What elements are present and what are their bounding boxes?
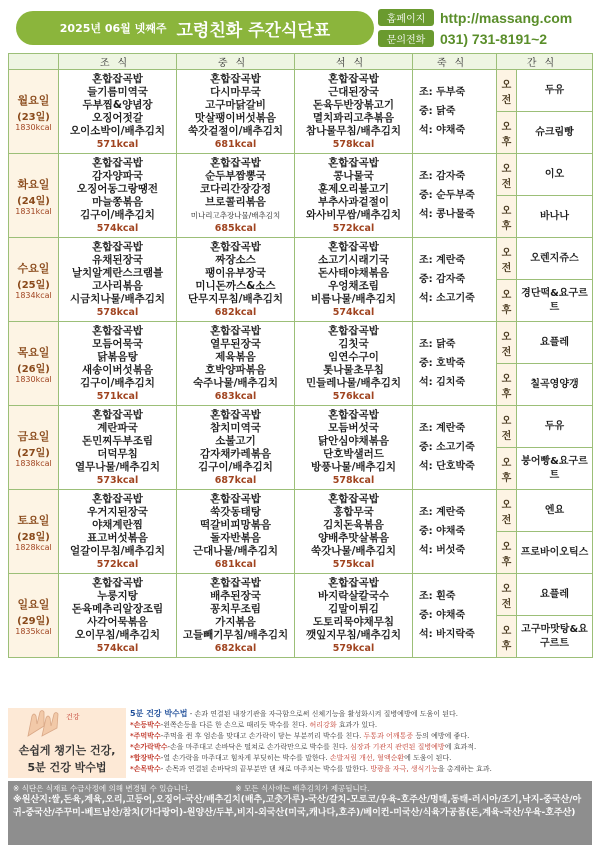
tip-line xyxy=(130,742,592,753)
snack-am: 오렌지쥬스 xyxy=(517,238,593,280)
tip-line xyxy=(130,731,592,742)
porridge-item: 조: 흰죽 xyxy=(419,591,456,602)
menu-item: 민들레나물/배추김치 xyxy=(305,377,402,389)
menu-item: 짜장소스 xyxy=(215,254,256,266)
menu-item: 배추된장국 xyxy=(210,590,261,602)
menu-item: 쑥갓동태탕 xyxy=(210,506,261,518)
menu-item: 날치알계란스크램블 xyxy=(71,267,164,279)
porridge-menu xyxy=(413,322,497,406)
day-name: 수요일 xyxy=(17,261,50,275)
menu-item: 혼합잡곡밥 xyxy=(210,241,261,253)
menu-item: 와사비무쌈/배추김치 xyxy=(305,209,402,221)
slot-am: 오전 xyxy=(497,154,517,196)
menu-item: 마늘쫑볶음 xyxy=(92,196,143,208)
menu-item: 모듬버섯국 xyxy=(328,422,379,434)
col-snack: 간식 xyxy=(497,54,593,70)
tip-tail: 등의 예방에 좋다. xyxy=(413,732,470,740)
tip-intro-line xyxy=(130,708,592,720)
footer-note-1: ※ 식단은 식재료 수급사정에 의해 변경될 수 있습니다. xyxy=(13,784,191,793)
menu-item: 단무지무침/배추김치 xyxy=(187,293,284,305)
menu-item: 김구이/배추김치 xyxy=(80,209,155,221)
day-name: 일요일 xyxy=(17,597,50,611)
menu-item: 감자채카레볶음 xyxy=(199,448,271,460)
menu-item: 혼합잡곡밥 xyxy=(92,493,143,505)
tip-highlight: 두통과 어깨통증 xyxy=(363,732,414,740)
corner-cell xyxy=(9,54,59,70)
porridge-item: 중: 호박죽 xyxy=(419,358,466,369)
col-porridge: 죽식 xyxy=(413,54,497,70)
menu-item: 김구이/배추김치 xyxy=(198,461,273,473)
menu-item: 돈민찌두부조림 xyxy=(81,435,153,447)
menu-item: 쑥갓나물/배추김치 xyxy=(311,545,396,557)
day-name: 월요일 xyxy=(17,93,50,107)
day-row xyxy=(9,154,593,196)
menu-item: 열무된장국 xyxy=(210,338,261,350)
slot-pm: 오후 xyxy=(497,196,517,238)
menu-item: 사각어묵볶음 xyxy=(87,616,148,628)
header xyxy=(6,5,596,51)
day-label xyxy=(9,406,59,490)
menu-item: 새송이버섯볶음 xyxy=(81,364,153,376)
menu-item: 우거지된장국 xyxy=(87,506,148,518)
day-label xyxy=(9,154,59,238)
menu-item: 들기름미역국 xyxy=(87,86,148,98)
day-label xyxy=(9,574,59,658)
snack-pm: 칠곡영양갱 xyxy=(517,364,593,406)
menu-item: 미니돈까스&소스 xyxy=(195,280,276,292)
tip-tail: 에 효과적. xyxy=(444,743,477,751)
menu-item: 가지볶음 xyxy=(215,616,256,628)
tip-highlight: 손발저림 개선, 혈액순환 xyxy=(329,754,405,762)
slot-pm: 오후 xyxy=(497,448,517,490)
meal-kcal: 578kcal xyxy=(332,139,375,150)
menu-item: 제육볶음 xyxy=(215,351,256,363)
menu-item: 홍합무국 xyxy=(333,506,374,518)
slot-am: 오전 xyxy=(497,574,517,616)
porridge-menu xyxy=(413,574,497,658)
menu-item: 혼합잡곡밥 xyxy=(92,577,143,589)
menu-item: 고구마닭갈비 xyxy=(205,99,266,111)
menu-item: 미나리고추장나물/배추김치 xyxy=(190,211,281,220)
tip-label: *합장박수 xyxy=(130,754,161,762)
tip-label: *주먹박수 xyxy=(130,732,161,740)
snack-pm: 경단떡&요구르트 xyxy=(517,280,593,322)
menu-item: 단호박샐러드 xyxy=(323,448,384,460)
tip-tail: 효과가 있다. xyxy=(336,721,378,729)
porridge-item: 중: 순두부죽 xyxy=(419,190,475,201)
porridge-item: 석: 소고기죽 xyxy=(419,293,475,304)
meal-breakfast xyxy=(59,322,177,406)
tip-banner-tag: 건강 xyxy=(66,713,80,721)
porridge-item: 석: 야채죽 xyxy=(419,125,466,136)
footer-notes xyxy=(13,783,587,794)
menu-item: 우엉채조림 xyxy=(328,280,379,292)
meal-kcal: 578kcal xyxy=(96,307,139,318)
menu-item: 모듬어묵국 xyxy=(92,338,143,350)
meal-kcal: 571kcal xyxy=(96,139,139,150)
year-month: 2025년 06월 넷째주 xyxy=(59,22,167,35)
menu-item: 숙주나물/배추김치 xyxy=(193,377,278,389)
porridge-item: 석: 김치죽 xyxy=(419,377,466,388)
menu-item: 톳나물초무침 xyxy=(323,364,384,376)
menu-item: 떡갈비피망볶음 xyxy=(199,519,271,531)
menu-item: 훈제오리불고기 xyxy=(317,183,389,195)
porridge-menu xyxy=(413,490,497,574)
menu-item: 혼합잡곡밥 xyxy=(210,493,261,505)
meal-breakfast xyxy=(59,406,177,490)
slot-am: 오전 xyxy=(497,70,517,112)
porridge-item: 조: 두부죽 xyxy=(419,87,466,98)
porridge-item: 조: 계란죽 xyxy=(419,507,466,518)
meal-kcal: 571kcal xyxy=(96,391,139,402)
snack-pm: 슈크림빵 xyxy=(517,112,593,154)
slot-am: 오전 xyxy=(497,490,517,532)
tip-line xyxy=(130,753,592,764)
menu-item: 혼합잡곡밥 xyxy=(210,73,261,85)
menu-item: 혼합잡곡밥 xyxy=(210,409,261,421)
menu-item: 오이소박이/배추김치 xyxy=(69,125,166,137)
tip-tail: 에 도움이 된다. xyxy=(404,754,452,762)
porridge-item: 중: 감자죽 xyxy=(419,274,466,285)
menu-item: 깻잎지무침/배추김치 xyxy=(305,629,402,641)
snack-pm: 프로바이오틱스 xyxy=(517,532,593,574)
menu-item: 맛살팽이버섯볶음 xyxy=(194,112,277,124)
meal-kcal: 687kcal xyxy=(214,475,257,486)
porridge-item: 중: 닭죽 xyxy=(419,106,456,117)
day-name: 목요일 xyxy=(17,345,50,359)
slot-am: 오전 xyxy=(497,238,517,280)
slot-pm: 오후 xyxy=(497,616,517,658)
meal-breakfast xyxy=(59,490,177,574)
meal-dinner xyxy=(295,490,413,574)
day-label xyxy=(9,238,59,322)
meal-breakfast xyxy=(59,238,177,322)
menu-item: 혼합잡곡밥 xyxy=(328,241,379,253)
menu-item: 유채된장국 xyxy=(92,254,143,266)
weekly-menu-table xyxy=(8,53,593,658)
menu-item: 콩나물국 xyxy=(333,170,374,182)
day-label xyxy=(9,322,59,406)
menu-item: 임연수구이 xyxy=(328,351,379,363)
day-row xyxy=(9,406,593,448)
day-date: (25일) xyxy=(17,279,50,291)
menu-item: 더덕무침 xyxy=(97,448,138,460)
menu-item: 얼갈이무침/배추김치 xyxy=(69,545,166,557)
menu-item: 근대된장국 xyxy=(328,86,379,98)
porridge-item: 석: 단호박죽 xyxy=(419,461,475,472)
meal-dinner xyxy=(295,154,413,238)
meal-lunch xyxy=(177,238,295,322)
meal-kcal: 574kcal xyxy=(96,223,139,234)
snack-am: 요플레 xyxy=(517,574,593,616)
menu-item: 돈육두반장볶고기 xyxy=(312,99,395,111)
day-total-kcal: 1838kcal xyxy=(15,458,52,468)
tip-desc: -왼쪽손등을 다른 한 손으로 때리듯 박수를 친다. xyxy=(160,721,310,729)
menu-item: 두부찜&양념장 xyxy=(82,99,153,111)
menu-item: 근대나물/배추김치 xyxy=(193,545,278,557)
day-row xyxy=(9,322,593,364)
meal-dinner xyxy=(295,238,413,322)
col-dinner: 석식 xyxy=(295,54,413,70)
menu-item: 감자양파국 xyxy=(92,170,143,182)
menu-item: 김구이/배추김치 xyxy=(80,377,155,389)
menu-item: 쑥갓겉절이/배추김치 xyxy=(187,125,284,137)
meal-dinner xyxy=(295,406,413,490)
porridge-menu xyxy=(413,406,497,490)
snack-am: 두유 xyxy=(517,70,593,112)
menu-body xyxy=(9,70,593,658)
porridge-item: 석: 콩나물죽 xyxy=(419,209,475,220)
menu-item: 브로콜리볶음 xyxy=(205,196,266,208)
tip-banner-line2: 5분 건강 박수법 xyxy=(27,761,107,774)
menu-item: 오징어젓갈 xyxy=(92,112,143,124)
slot-pm: 오후 xyxy=(497,280,517,322)
table-header-row xyxy=(9,54,593,70)
snack-am: 요플레 xyxy=(517,322,593,364)
menu-item: 혼합잡곡밥 xyxy=(92,325,143,337)
day-row xyxy=(9,70,593,112)
tip-text xyxy=(130,708,592,775)
meal-kcal: 685kcal xyxy=(214,223,257,234)
menu-item: 돈사태야채볶음 xyxy=(317,267,389,279)
menu-item: 혼합잡곡밥 xyxy=(92,409,143,421)
meal-breakfast xyxy=(59,70,177,154)
menu-item: 돈육메추리알장조림 xyxy=(71,603,164,615)
health-tips xyxy=(8,708,592,778)
meal-dinner xyxy=(295,70,413,154)
meal-kcal: 574kcal xyxy=(332,307,375,318)
menu-item: 표고버섯볶음 xyxy=(87,532,148,544)
slot-am: 오전 xyxy=(497,406,517,448)
meal-kcal: 682kcal xyxy=(214,307,257,318)
porridge-item: 조: 계란죽 xyxy=(419,423,466,434)
menu-item: 돌자반볶음 xyxy=(210,532,261,544)
meal-lunch xyxy=(177,70,295,154)
porridge-item: 중: 소고기죽 xyxy=(419,442,475,453)
menu-item: 양배추맛살볶음 xyxy=(317,532,389,544)
menu-item: 닭안심야채볶음 xyxy=(317,435,389,447)
menu-item: 열무나물/배추김치 xyxy=(75,461,160,473)
snack-pm: 붕어빵&요구르트 xyxy=(517,448,593,490)
menu-item: 시금치나물/배추김치 xyxy=(69,293,166,305)
meal-kcal: 576kcal xyxy=(332,391,375,402)
menu-item: 혼합잡곡밥 xyxy=(328,325,379,337)
day-name: 금요일 xyxy=(17,429,50,443)
meal-lunch xyxy=(177,490,295,574)
meal-kcal: 681kcal xyxy=(214,559,257,570)
day-name: 토요일 xyxy=(17,513,50,527)
meal-dinner xyxy=(295,574,413,658)
tip-label: *손목박수 xyxy=(130,765,161,773)
contact-links xyxy=(378,7,596,49)
meal-kcal: 574kcal xyxy=(96,643,139,654)
phone-label: 문의전화 xyxy=(378,30,434,47)
clapping-hands-icon xyxy=(22,708,62,738)
menu-item: 꽁치무조림 xyxy=(210,603,261,615)
meal-kcal: 683kcal xyxy=(214,391,257,402)
porridge-item: 조: 닭죽 xyxy=(419,339,456,350)
menu-item: 소불고기 xyxy=(215,435,256,447)
meal-kcal: 572kcal xyxy=(96,559,139,570)
tip-banner xyxy=(8,708,126,778)
day-date: (29일) xyxy=(17,615,50,627)
tip-desc: -주먹을 쥔 후 엄손을 맞대고 손가락이 닿는 부분끼리 박수를 친다. xyxy=(160,732,364,740)
menu-item: 혼합잡곡밥 xyxy=(92,73,143,85)
meal-kcal: 575kcal xyxy=(332,559,375,570)
menu-item: 참나물무침/배추김치 xyxy=(305,125,402,137)
menu-item: 부추사과겉절이 xyxy=(317,196,389,208)
day-row xyxy=(9,238,593,280)
porridge-menu xyxy=(413,154,497,238)
menu-item: 혼합잡곡밥 xyxy=(210,577,261,589)
tip-items xyxy=(130,720,592,775)
menu-item: 비름나물/배추김치 xyxy=(311,293,396,305)
snack-pm: 고구마맛탕&요구르트 xyxy=(517,616,593,658)
menu-item: 김칫국 xyxy=(338,338,369,350)
tip-desc: -열 손가락을 마주대고 힘차게 부딪히는 박수를 말한다. xyxy=(160,754,330,762)
menu-item: 김치돈육볶음 xyxy=(323,519,384,531)
meal-breakfast xyxy=(59,574,177,658)
day-total-kcal: 1828kcal xyxy=(15,542,52,552)
day-date: (23일) xyxy=(17,111,50,123)
meal-lunch xyxy=(177,406,295,490)
menu-item: 고사리볶음 xyxy=(92,280,143,292)
menu-item: 다시마무국 xyxy=(210,86,261,98)
snack-am: 두유 xyxy=(517,406,593,448)
homepage-label: 홈페이지 xyxy=(378,9,434,26)
tip-title: 5분 건강 박수법 xyxy=(130,709,188,718)
tip-highlight: 심장과 기관지 관련된 질병예방 xyxy=(350,743,445,751)
menu-item: 혼합잡곡밥 xyxy=(328,73,379,85)
menu-item: 혼합잡곡밥 xyxy=(328,577,379,589)
tip-intro: - 손과 연결된 내장기관을 자극함으로써 신체기능을 활성화시켜 질병예방에 도움이 된다. xyxy=(187,710,458,718)
day-row xyxy=(9,574,593,616)
porridge-menu xyxy=(413,238,497,322)
meal-lunch xyxy=(177,574,295,658)
menu-item: 오이무침/배추김치 xyxy=(75,629,160,641)
meal-kcal: 573kcal xyxy=(96,475,139,486)
porridge-item: 중: 야채죽 xyxy=(419,610,466,621)
menu-item: 고들빼기무침/배추김치 xyxy=(182,629,289,641)
menu-item: 누룽지탕 xyxy=(97,590,138,602)
menu-item: 혼합잡곡밥 xyxy=(92,241,143,253)
day-name: 화요일 xyxy=(17,177,50,191)
page-title: 고령친화 주간식단표 xyxy=(176,20,331,41)
day-label xyxy=(9,490,59,574)
meal-kcal: 572kcal xyxy=(332,223,375,234)
porridge-item: 중: 야채죽 xyxy=(419,526,466,537)
slot-am: 오전 xyxy=(497,322,517,364)
menu-item: 혼합잡곡밥 xyxy=(92,157,143,169)
title-banner xyxy=(16,11,374,45)
day-total-kcal: 1834kcal xyxy=(15,290,52,300)
porridge-item: 조: 감자죽 xyxy=(419,171,466,182)
menu-item: 계란파국 xyxy=(97,422,138,434)
menu-item: 팽이유부장국 xyxy=(205,267,266,279)
slot-pm: 오후 xyxy=(497,532,517,574)
porridge-menu xyxy=(413,70,497,154)
menu-item: 오징어동그랑땡전 xyxy=(76,183,159,195)
day-total-kcal: 1830kcal xyxy=(15,374,52,384)
menu-item: 닭볶음탕 xyxy=(97,351,138,363)
tip-desc: -손을 마주대고 손바닥은 떨쳐로 손가락만으로 박수를 친다. xyxy=(167,743,351,751)
col-lunch: 중식 xyxy=(177,54,295,70)
day-total-kcal: 1835kcal xyxy=(15,626,52,636)
snack-pm: 바나나 xyxy=(517,196,593,238)
day-total-kcal: 1831kcal xyxy=(15,206,52,216)
day-date: (26일) xyxy=(17,363,50,375)
porridge-item: 석: 바지락죽 xyxy=(419,629,475,640)
menu-item: 김말이튀김 xyxy=(328,603,379,615)
tip-label: *손등박수 xyxy=(130,721,161,729)
menu-item: 순두부짬뽕국 xyxy=(205,170,266,182)
menu-item: 코다리간장강정 xyxy=(199,183,271,195)
tip-highlight: 허리강화 xyxy=(309,721,337,729)
slot-pm: 오후 xyxy=(497,112,517,154)
meal-kcal: 578kcal xyxy=(332,475,375,486)
meal-kcal: 682kcal xyxy=(214,643,257,654)
slot-pm: 오후 xyxy=(497,364,517,406)
meal-lunch xyxy=(177,154,295,238)
menu-item: 혼합잡곡밥 xyxy=(328,493,379,505)
day-label xyxy=(9,70,59,154)
menu-item: 도토리묵야채무침 xyxy=(312,616,395,628)
day-date: (28일) xyxy=(17,531,50,543)
day-row xyxy=(9,490,593,532)
footer xyxy=(8,781,592,845)
menu-item: 바지락살칼국수 xyxy=(317,590,389,602)
menu-item: 방풍나물/배추김치 xyxy=(311,461,396,473)
origin-info: ※원산지:쌀,돈육,계육,오리,고등어,오징어-국산/배추김치(배추,고춧가루)-국산/갈치-모로코/우육-호주산/명태,동태-러시아/조기,낙지-중국산/아귀-중국산/주꾸미-베트남산/참치(가다랑어)-원양산/두부,비지-외국산(미국,캐나다,호주)/베이컨-미국산/식육가공품(돈,계육-국산/우육-호주산) xyxy=(13,795,582,818)
meal-kcal: 579kcal xyxy=(332,643,375,654)
meal-dinner xyxy=(295,322,413,406)
meal-lunch xyxy=(177,322,295,406)
menu-item: 참치미역국 xyxy=(210,422,261,434)
porridge-item: 조: 계란죽 xyxy=(419,255,466,266)
meal-breakfast xyxy=(59,154,177,238)
tip-banner-line1: 손쉽게 챙기는 건강, xyxy=(18,744,116,757)
tip-line xyxy=(130,720,592,731)
snack-am: 엔요 xyxy=(517,490,593,532)
menu-item: 혼합잡곡밥 xyxy=(328,157,379,169)
tip-line xyxy=(130,764,592,775)
tip-highlight: 방광을 자극, 생식기능 xyxy=(370,765,438,773)
menu-item: 호박양파볶음 xyxy=(205,364,266,376)
day-date: (24일) xyxy=(17,195,50,207)
phone-row xyxy=(378,28,596,49)
homepage-row[interactable] xyxy=(378,7,596,28)
menu-item: 혼합잡곡밥 xyxy=(210,325,261,337)
porridge-item: 석: 버섯죽 xyxy=(419,545,466,556)
day-date: (27일) xyxy=(17,447,50,459)
tip-label: *손가락박수 xyxy=(130,743,168,751)
meal-kcal: 681kcal xyxy=(214,139,257,150)
tip-desc: - 손목과 연결된 손바닥의 끝부분만 댄 채로 마주치는 박수를 말한다. xyxy=(160,765,371,773)
day-total-kcal: 1830kcal xyxy=(15,122,52,132)
menu-item: 멸치꽈리고추볶음 xyxy=(312,112,395,124)
snack-am: 이오 xyxy=(517,154,593,196)
footer-note-2: ※ 모든 식사에는 배추김치가 제공됩니다. xyxy=(235,784,370,793)
col-breakfast: 조식 xyxy=(59,54,177,70)
tip-tail: 을 총계하는 효과. xyxy=(437,765,492,773)
menu-item: 혼합잡곡밥 xyxy=(210,157,261,169)
menu-item: 혼합잡곡밥 xyxy=(328,409,379,421)
homepage-link[interactable]: http://massang.com xyxy=(440,9,573,26)
menu-item: 야채계란찜 xyxy=(92,519,143,531)
phone-number: 031) 731-8191~2 xyxy=(440,30,548,47)
menu-item: 소고기시래기국 xyxy=(317,254,389,266)
